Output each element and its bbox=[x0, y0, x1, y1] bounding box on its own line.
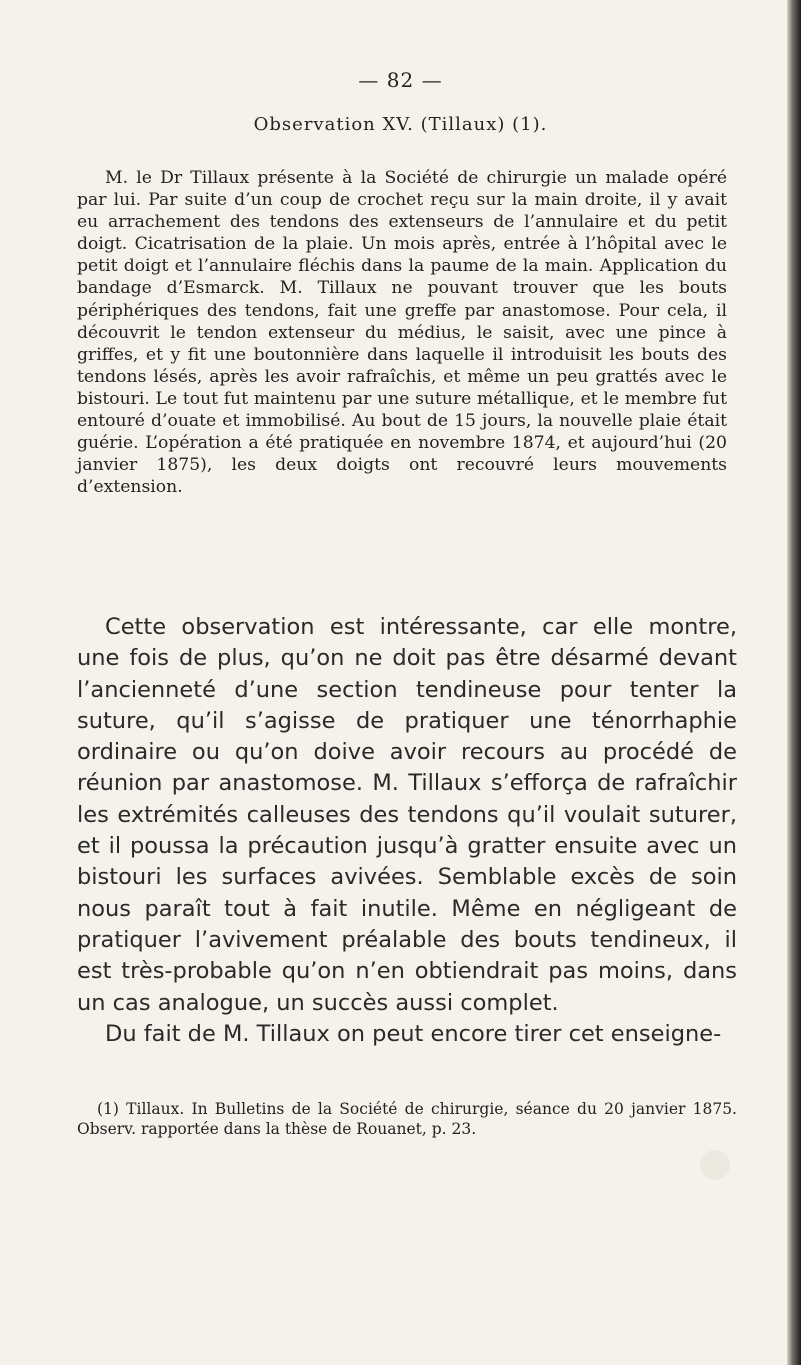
paper-smudge bbox=[700, 1150, 730, 1180]
page-number: — 82 — bbox=[358, 68, 443, 92]
observation-text bbox=[77, 167, 727, 498]
footnote-text: (1) Tillaux. In Bulletins de la Société de chirurgie, séance du 20 janvier 1875. Observ. rapportée dans la thèse de Rouanet, p. 23. bbox=[77, 1100, 737, 1138]
footnote bbox=[77, 1099, 737, 1139]
commentary-text bbox=[77, 612, 737, 1050]
commentary-paragraph-2: Du fait de M. Tillaux on peut encore tirer cet enseigne- bbox=[105, 1020, 722, 1047]
commentary-paragraph-1: Cette observation est intéressante, car elle montre, une fois de plus, qu’on ne doit pas être désarmé devant l’ancienneté d’une section tendineuse pour tenter la suture, qu’il s’agisse de pratiquer une ténorrhaphie ordinaire ou qu’on doive avoir recours au procédé de réunion par anastomose. M. Tillaux s’efforça de rafraîchir les extrémités calleuses des tendons qu’il voulait suturer, et il poussa la précaution jusqu’à gratter ensuite avec un bistouri les surfaces avivées. Semblable excès de soin nous paraît tout à fait inutile. Même en négligeant de pratiquer l’avivement préalable des bouts tendineux, il est très-probable qu’on n’en obtiendrait pas moins, dans un cas analogue, un succès aussi complet. bbox=[77, 614, 737, 1016]
page-edge-shadow bbox=[787, 0, 801, 1365]
observation-paragraph: M. le Dr Tillaux présente à la Société de chirurgie un malade opéré par lui. Par suite d’un coup de crochet reçu sur la main droite, il y avait eu arrachement des tendons des extenseurs de l’annulaire et du petit doigt. Cicatrisation de la plaie. Un mois après, entrée à l’hôpital avec le petit doigt et l’annulaire fléchis dans la paume de la main. Application du bandage d’Esmarck. M. Tillaux ne pouvant trouver que les bouts périphériques des tendons, fait une greffe par anastomose. Pour cela, il découvrit le tendon extenseur du médius, le saisit, avec une pince à griffes, et y fit une boutonnière dans laquelle il introduisit les bouts des tendons lésés, après les avoir rafraîchis, et même un peu grattés avec le bistouri. Le tout fut maintenu par une suture métallique, et le membre fut entouré d’ouate et immobilisé. Au bout de 15 jours, la nouvelle plaie était guérie. L’opération a été pratiquée en novembre 1874, et aujourd’hui (20 janvier 1875), les deux doigts ont recouvré leurs mouvements d’extension. bbox=[77, 168, 727, 498]
observation-heading: Observation XV. (Tillaux) (1). bbox=[253, 114, 548, 135]
